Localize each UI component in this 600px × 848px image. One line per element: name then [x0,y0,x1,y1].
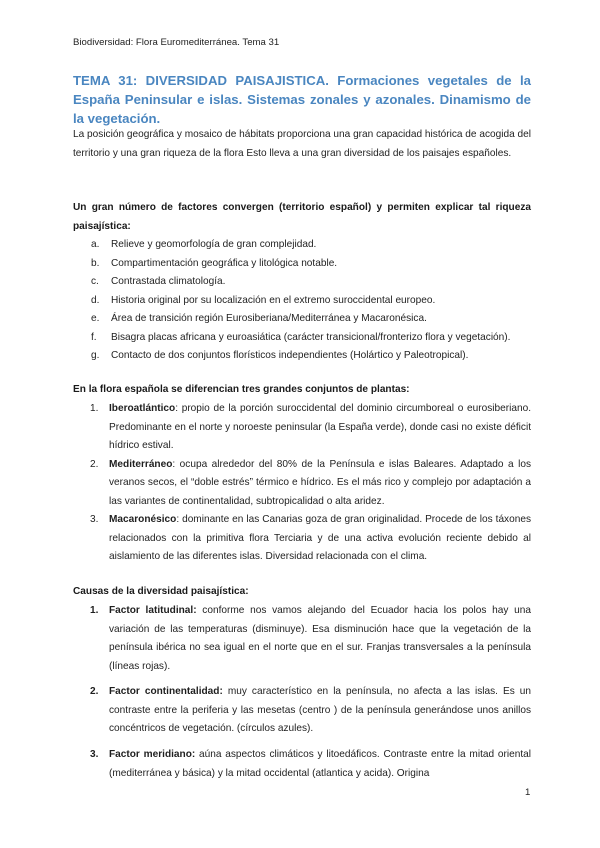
list-item [0,400,531,456]
list-marker: 2. [90,686,99,697]
document-title: TEMA 31: DIVERSIDAD PAISAJISTICA. Formaciones vegetales de la España Peninsular e islas. Sistemas zonales y azonales. Dinamismo de la vegetación. [73,73,531,126]
list-item [0,602,531,676]
page-number: 1 [525,787,531,798]
list-marker: 2. [90,458,99,470]
list-marker: 1. [90,403,99,414]
list-marker: 3. [90,514,99,525]
list-item-text: muy característico en la península, no afecta a las islas. Es un contraste entre la periferia y las mesetas (centro ) de la península generándose unos anillos concéntricos de vegetación. (círculos azules). [109,686,531,734]
list-item-term: Factor meridiano: [109,749,196,760]
list-item [0,683,531,739]
list-item [0,236,531,255]
list-marker: g. [91,350,100,361]
list-marker: a. [91,239,100,250]
list-item-text: Contrastada climatología. [111,276,226,287]
list-marker: b. [91,257,100,269]
list-item [0,310,531,329]
factors-heading: Un gran número de factores convergen (territorio español) y permiten explicar tal riqueza paisajística: [73,202,531,232]
list-item-term: Factor latitudinal: [109,605,197,616]
list-item-term: Factor continentalidad: [109,686,223,697]
list-item [0,511,531,567]
list-item-text: Compartimentación geográfica y litológica notable. [111,257,338,269]
list-item [0,746,531,783]
list-item-text: aúna aspectos climáticos y litoedáficos. Contraste entre la mitad oriental (mediterránea y básica) y la mitad occidental (atlantica y acida). Origina [109,749,532,779]
list-marker: c. [91,276,99,287]
list-item-text: conforme nos vamos alejando del Ecuador hacia los polos hay una variación de las temperaturas (disminuye). Esa disminución hace que la vegetación de la península ibérica no sea igual en el norte que en el sur. Franjas transversales a la península (líneas rojas). [109,605,531,672]
list-item-text: Área de transición región Eurosiberiana/Mediterránea y Macaronésica. [111,313,427,324]
list-marker: f. [91,331,97,343]
causes-heading: Causas de la diversidad paisajística: [73,586,249,597]
list-item-text: : propio de la porción suroccidental del dominio circumboreal o eurosiberiano. Predominante en el norte y noroeste peninsular (la España verde), donde casi no existe déficit hídrico estival. [109,403,531,451]
running-header: Biodiversidad: Flora Euromediterránea. Tema 31 [73,37,280,48]
list-item-text: Relieve y geomorfología de gran complejidad. [111,239,317,250]
list-marker: 1. [90,605,99,616]
factors-list [0,236,600,366]
list-item [0,273,531,292]
list-item [0,329,531,348]
list-item [0,456,531,512]
list-item [0,255,531,274]
list-item-text: Contacto de dos conjuntos florísticos independientes (Holártico y Paleotropical). [111,350,469,361]
list-item-term: Macaronésico [109,514,177,525]
intro-paragraph: La posición geográfica y mosaico de hábitats proporciona una gran capacidad histórica de acogida del territorio y una gran riqueza de la flora Esto lleva a una gran diversidad de los paisajes españoles. [73,129,531,159]
list-item [0,347,531,366]
list-item-text: Historia original por su localización en el extremo suroccidental europeo. [111,294,436,306]
list-marker: e. [91,313,100,324]
list-item-text: : dominante en las Canarias goza de gran originalidad. Procede de los táxones relacionados con la primitiva flora Terciaria y de una activa evolución reciente debido al aislamiento de las diferentes islas. Diversidad relacionada con el clima. [109,514,531,562]
list-item [0,292,531,311]
list-item-text: : ocupa alrededor del 80% de la Península e islas Baleares. Adaptado a los veranos secos, el “doble estrés” térmico e hídrico. Es el más rico y complejo por adaptación a las variantes de continentalidad, subtropicalidad o alta aridez. [109,458,531,507]
list-item-term: Iberoatlántico [109,403,176,414]
plant-sets-heading: En la flora española se diferencian tres grandes conjuntos de plantas: [73,384,410,395]
list-item-term: Mediterráneo [109,458,173,470]
plant-sets-list [0,400,600,567]
list-marker: d. [91,294,100,306]
list-item-text: Bisagra placas africana y euroasiática (carácter transicional/fronterizo flora y vegetación). [111,331,511,343]
list-marker: 3. [90,749,99,760]
